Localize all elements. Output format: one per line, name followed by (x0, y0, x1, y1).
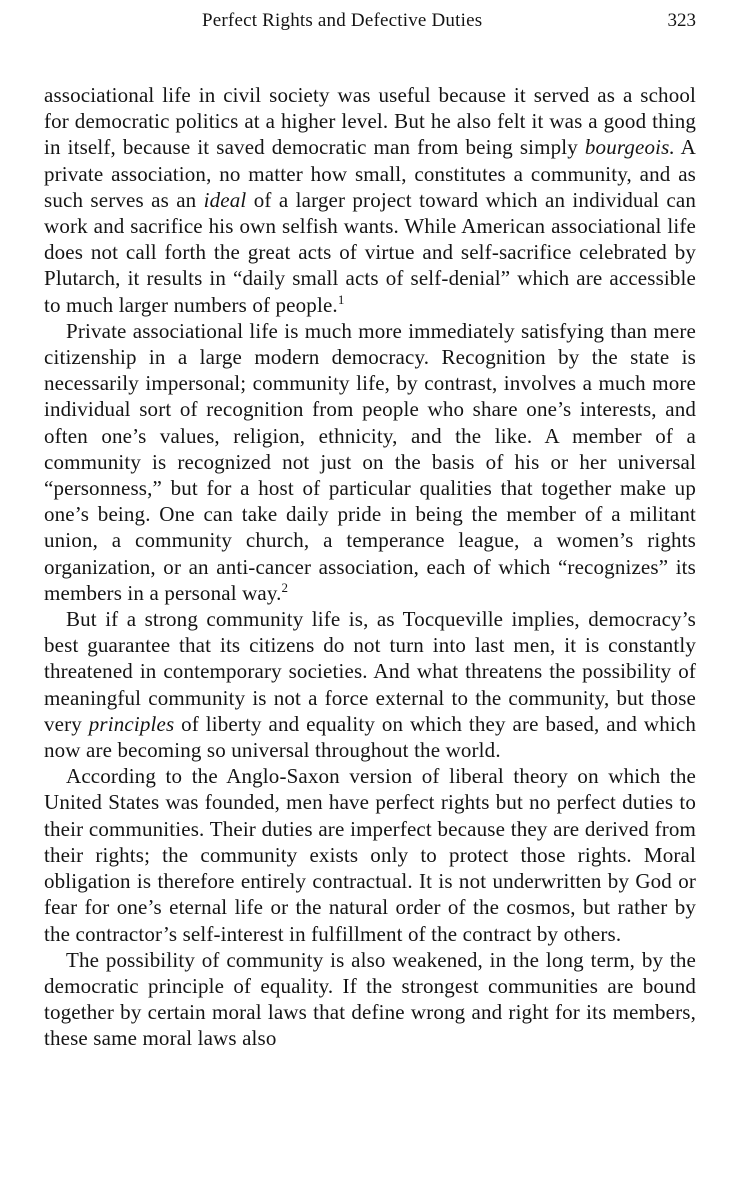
paragraph (44, 606, 696, 763)
italic-text: principles (88, 711, 175, 736)
paragraph (44, 947, 696, 1052)
paragraph-text: associational life in civil society was useful because it served as a school for democratic politics at a higher level. But he also felt it was a good thing in itself, because it saved democratic man from being simply (44, 83, 696, 160)
paragraph-text: A private association, no matter how small, constitutes a community, and as such serves as an (44, 135, 696, 212)
running-title: Perfect Rights and Defective Duties (202, 10, 483, 31)
italic-text: bourgeois. (584, 135, 675, 160)
paragraph-text: The possibility of community is also weakened, in the long term, by the democratic principle of equality. If the strongest communities are bound together by certain moral laws that define wrong and right for its members, these same moral laws also (44, 947, 696, 1051)
paragraph-text: According to the Anglo-Saxon version of liberal theory on which the United States was founded, men have perfect rights but no perfect duties to their communities. Their duties are imperfect because they are derived from their rights; the community exists only to protect those rights. Moral obligation is therefore entirely contractual. It is not underwritten by God or fear for one’s eternal life or the natural order of the cosmos, but rather by the contractor’s self-interest in fulfillment of the contract by others. (44, 764, 696, 946)
book-page (44, 0, 696, 1052)
paragraph-text: But if a strong community life is, as Tocqueville implies, democracy’s best guarantee that its citizens do not turn into last men, it is constantly threatened in contemporary societies. And what threatens the possibility of meaningful community is not a force external to the community, but those very (44, 607, 696, 736)
page-number: 323 (667, 10, 696, 31)
paragraph-text: of liberty and equality on which they are based, and which now are becoming so universal throughout the world. (44, 711, 696, 763)
paragraph-text: of a larger project toward which an individual can work and sacrifice his own selfish wants. While American associational life does not call forth the great acts of virtue and self-sacrifice celebrated by Plutarch, it results in “daily small acts of self-denial” which are accessible to much larger numbers of people. (44, 187, 696, 317)
italic-text: ideal (203, 187, 247, 212)
footnote-marker: 1 (337, 291, 345, 307)
paragraph-text: Private associational life is much more immediately satisfying than mere citizenship in a large modern democracy. Recognition by the state is necessarily impersonal; community life, by contrast, involves a much more individual sort of recognition from people who share one’s interests, and often one’s values, religion, ethnicity, and the like. A member of a community is recognized not just on the basis of his or her universal “personness,” but for a host of particular qualities that together make up one’s being. One can take daily pride in being the member of a militant union, a community church, a temperance league, a women’s rights organization, or an anti-cancer association, each of which “recognizes” its members in a personal way. (44, 318, 696, 605)
paragraph (44, 763, 696, 946)
body-text (44, 82, 696, 1052)
running-header (44, 0, 696, 42)
paragraph (44, 82, 696, 318)
paragraph (44, 318, 696, 606)
footnote-marker: 2 (281, 579, 289, 595)
